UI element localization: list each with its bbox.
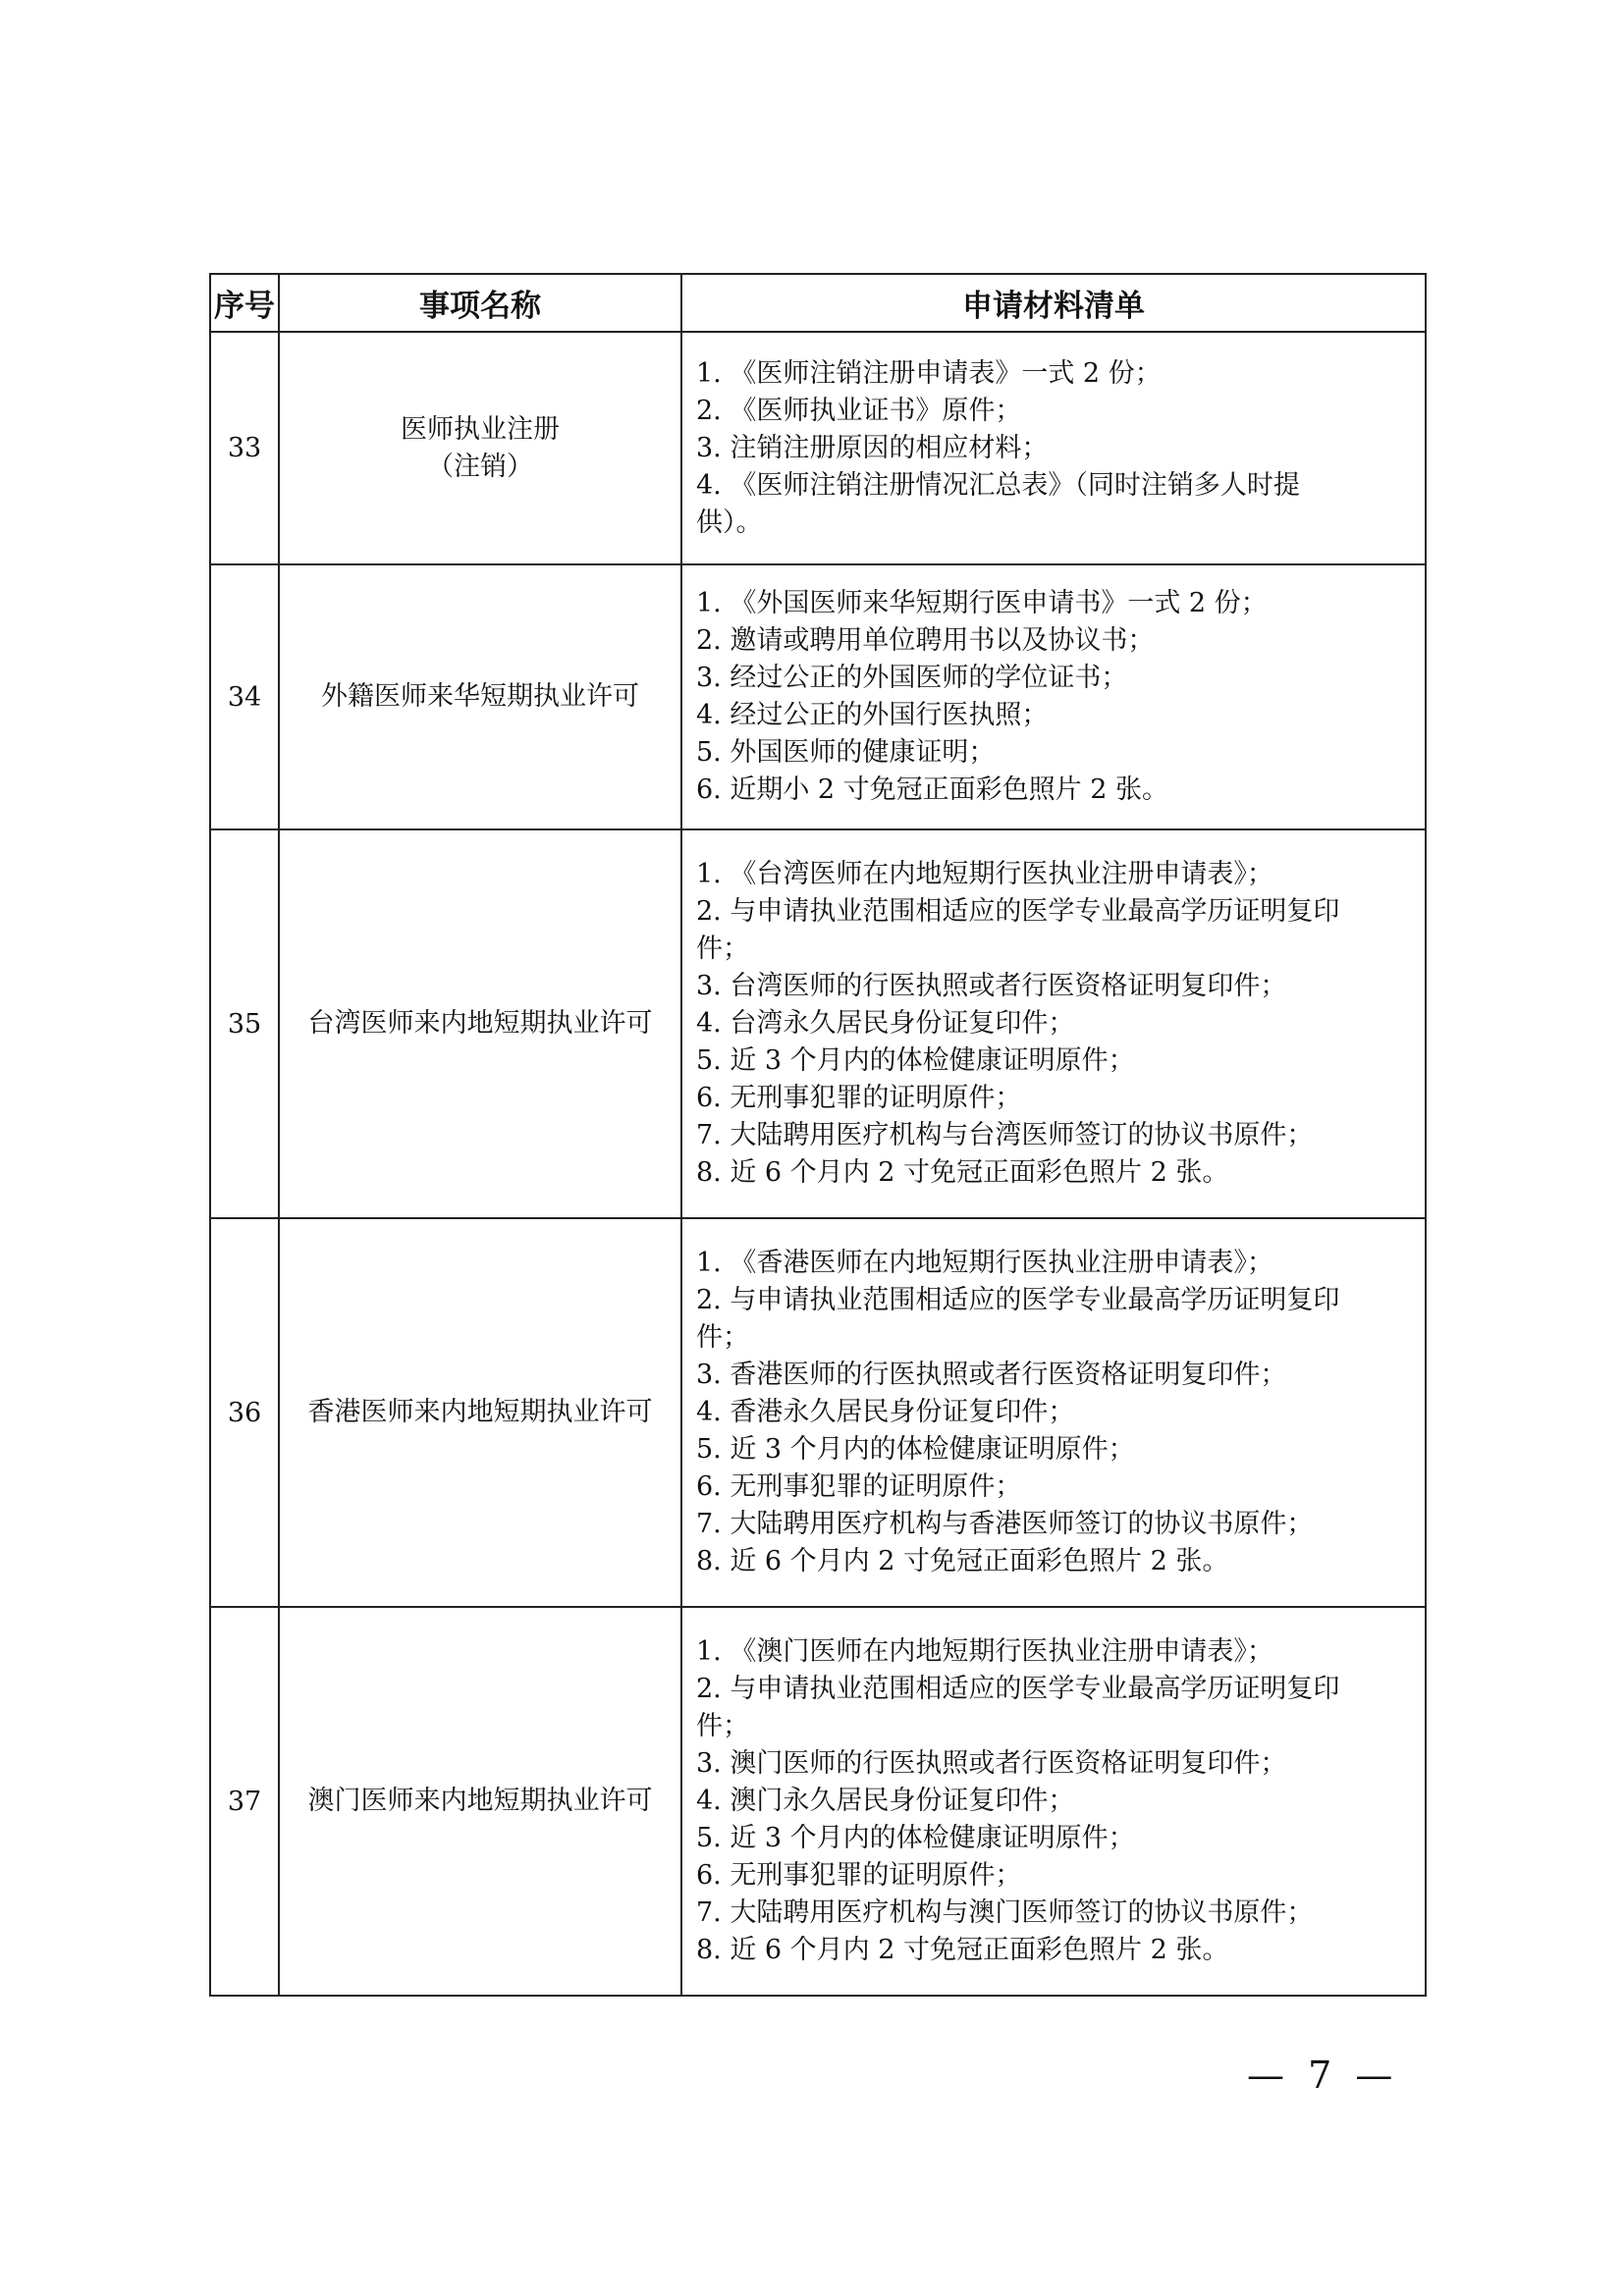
material-item: 4. 澳门永久居民身份证复印件； bbox=[696, 1786, 1075, 1816]
row-item-name bbox=[279, 1607, 681, 1996]
row-serial-number: 33 bbox=[210, 332, 279, 564]
material-item: 4. 香港永久居民身份证复印件； bbox=[696, 1397, 1075, 1427]
row-materials bbox=[681, 332, 1426, 564]
row-materials bbox=[681, 1607, 1426, 1996]
row-serial-number: 36 bbox=[210, 1218, 279, 1607]
material-item: 5. 近 3 个月内的体检健康证明原件； bbox=[696, 1434, 1135, 1465]
header-materials-list: 申请材料清单 bbox=[681, 274, 1426, 332]
table-row bbox=[210, 332, 1426, 564]
material-item: 1. 《台湾医师在内地短期行医执业注册申请表》； bbox=[696, 859, 1273, 889]
row-materials bbox=[681, 829, 1426, 1218]
row-materials bbox=[681, 1218, 1426, 1607]
material-item: 7. 大陆聘用医疗机构与香港医师签订的协议书原件； bbox=[696, 1509, 1314, 1539]
row-item-name bbox=[279, 332, 681, 564]
material-item: 3. 香港医师的行医执照或者行医资格证明复印件； bbox=[696, 1360, 1287, 1390]
page-number: — 7 — bbox=[1247, 2054, 1399, 2097]
material-item: 3. 澳门医师的行医执照或者行医资格证明复印件； bbox=[696, 1748, 1287, 1779]
row-materials bbox=[681, 564, 1426, 829]
row-item-name bbox=[279, 1218, 681, 1607]
material-item: 件； bbox=[696, 934, 749, 964]
material-item: 件； bbox=[696, 1322, 749, 1353]
row-serial-number: 35 bbox=[210, 829, 279, 1218]
item-name-line: 医师执业注册 bbox=[401, 413, 560, 445]
material-item: 2. 与申请执业范围相适应的医学专业最高学历证明复印 bbox=[696, 896, 1340, 927]
material-item: 3. 台湾医师的行医执照或者行医资格证明复印件； bbox=[696, 971, 1287, 1001]
table-header-row bbox=[210, 274, 1426, 332]
material-item: 5. 近 3 个月内的体检健康证明原件； bbox=[696, 1823, 1135, 1853]
item-name-line: 澳门医师来内地短期执业许可 bbox=[307, 1786, 653, 1816]
material-item: 6. 近期小 2 寸免冠正面彩色照片 2 张。 bbox=[696, 774, 1169, 805]
table-row bbox=[210, 1218, 1426, 1607]
table-row bbox=[210, 1607, 1426, 1996]
table-row bbox=[210, 829, 1426, 1218]
material-item: 7. 大陆聘用医疗机构与台湾医师签订的协议书原件； bbox=[696, 1120, 1314, 1150]
item-name-line: （注销） bbox=[427, 451, 533, 482]
material-item: 2. 与申请执业范围相适应的医学专业最高学历证明复印 bbox=[696, 1674, 1340, 1704]
material-item: 5. 近 3 个月内的体检健康证明原件； bbox=[696, 1045, 1135, 1076]
material-item: 6. 无刑事犯罪的证明原件； bbox=[696, 1083, 1022, 1113]
materials-table bbox=[209, 273, 1427, 1997]
material-item: 1. 《香港医师在内地短期行医执业注册申请表》； bbox=[696, 1248, 1273, 1278]
material-item: 3. 注销注册原因的相应材料； bbox=[696, 432, 1049, 463]
material-item: 2. 与申请执业范围相适应的医学专业最高学历证明复印 bbox=[696, 1285, 1340, 1315]
material-item: 供）。 bbox=[696, 507, 763, 538]
material-item: 4. 台湾永久居民身份证复印件； bbox=[696, 1008, 1075, 1039]
header-serial-number: 序号 bbox=[210, 274, 279, 332]
material-item: 4. 《医师注销注册情况汇总表》（同时注销多人时提 bbox=[696, 469, 1300, 501]
row-serial-number: 37 bbox=[210, 1607, 279, 1996]
material-item: 2. 《医师执业证书》原件； bbox=[696, 395, 1022, 426]
item-name-line: 外籍医师来华短期执业许可 bbox=[321, 681, 639, 712]
material-item: 5. 外国医师的健康证明； bbox=[696, 737, 996, 768]
material-item: 件； bbox=[696, 1711, 749, 1741]
material-item: 7. 大陆聘用医疗机构与澳门医师签订的协议书原件； bbox=[696, 1897, 1314, 1928]
material-item: 6. 无刑事犯罪的证明原件； bbox=[696, 1860, 1022, 1891]
material-item: 6. 无刑事犯罪的证明原件； bbox=[696, 1471, 1022, 1502]
material-item: 8. 近 6 个月内 2 寸免冠正面彩色照片 2 张。 bbox=[696, 1546, 1229, 1576]
material-item: 8. 近 6 个月内 2 寸免冠正面彩色照片 2 张。 bbox=[696, 1157, 1229, 1188]
item-name-line: 香港医师来内地短期执业许可 bbox=[307, 1397, 653, 1427]
material-item: 1. 《澳门医师在内地短期行医执业注册申请表》； bbox=[696, 1636, 1273, 1667]
material-item: 3. 经过公正的外国医师的学位证书； bbox=[696, 663, 1128, 693]
header-item-name: 事项名称 bbox=[279, 274, 681, 332]
material-item: 4. 经过公正的外国行医执照； bbox=[696, 700, 1049, 730]
material-item: 2. 邀请或聘用单位聘用书以及协议书； bbox=[696, 625, 1155, 656]
item-name-line: 台湾医师来内地短期执业许可 bbox=[307, 1008, 653, 1039]
material-item: 1. 《医师注销注册申请表》一式 2 份； bbox=[696, 357, 1162, 389]
row-item-name bbox=[279, 829, 681, 1218]
material-item: 1. 《外国医师来华短期行医申请书》一式 2 份； bbox=[696, 588, 1268, 618]
row-serial-number: 34 bbox=[210, 564, 279, 829]
table-row bbox=[210, 564, 1426, 829]
row-item-name bbox=[279, 564, 681, 829]
material-item: 8. 近 6 个月内 2 寸免冠正面彩色照片 2 张。 bbox=[696, 1935, 1229, 1965]
